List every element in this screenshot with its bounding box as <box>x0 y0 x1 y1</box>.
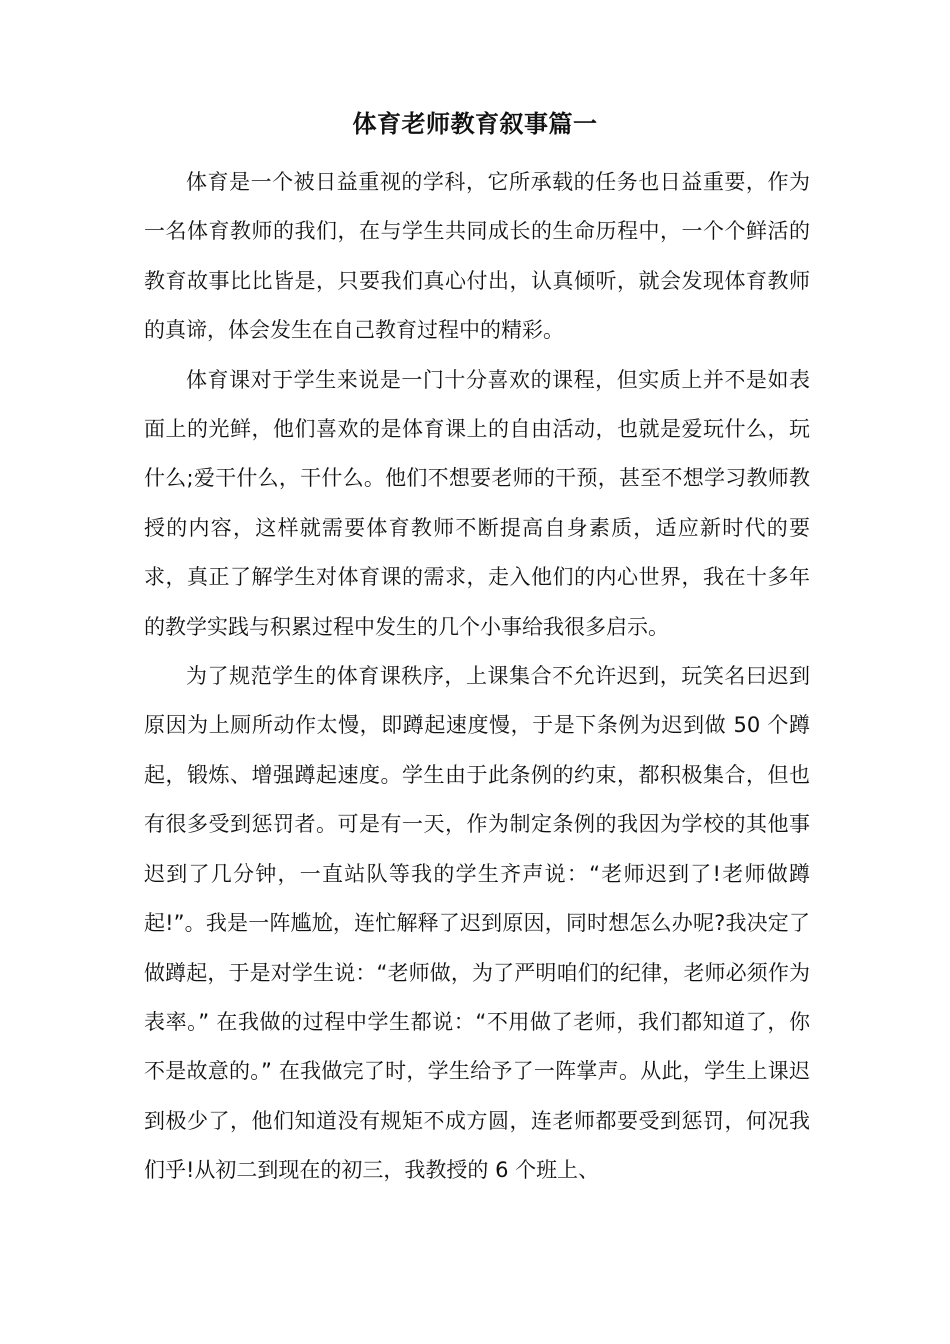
paragraph-2: 体育课对于学生来说是一门十分喜欢的课程，但实质上并不是如表面上的光鲜，他们喜欢的是体育课上的自由活动，也就是爱玩什么，玩什么;爱干什么，干什么。他们不想要老师的干预，甚至不想学习教师教授的内容，这样就需要体育教师不断提高自身素质，适应新时代的要求，真正了解学生对体育课的需求，走入他们的内心世界，我在十多年的教学实践与积累过程中发生的几个小事给我很多启示。 <box>144 367 810 639</box>
paragraph-1: 体育是一个被日益重视的学科，它所承载的任务也日益重要，作为一名体育教师的我们，在与学生共同成长的生命历程中，一个个鲜活的教育故事比比皆是，只要我们真心付出，认真倾听，就会发现体育教师的真谛，体会发生在自己教育过程中的精彩。 <box>144 170 810 343</box>
document-body <box>144 158 810 1196</box>
document-title: 体育老师教育叙事篇一 <box>352 110 598 138</box>
paragraph-3: 为了规范学生的体育课秩序，上课集合不允许迟到，玩笑名曰迟到原因为上厕所动作太慢，即蹲起速度慢，于是下条例为迟到做 50 个蹲起，锻炼、增强蹲起速度。学生由于此条例的约束，都积极集合，但也有很多受到惩罚者。可是有一天，作为制定条例的我因为学校的其他事迟到了几分钟，一直站队等我的学生齐声说：“老师迟到了!老师做蹲起!”。我是一阵尴尬，连忙解释了迟到原因，同时想怎么办呢?我决定了做蹲起，于是对学生说：“老师做，为了严明咱们的纪律，老师必须作为表率。” 在我做的过程中学生都说：“不用做了老师，我们都知道了，你不是故意的。” 在我做完了时，学生给予了一阵掌声。从此，学生上课迟到极少了，他们知道没有规矩不成方圆，连老师都要受到惩罚，何况我们乎!从初二到现在的初三，我教授的 6 个班上、 <box>144 664 810 1183</box>
